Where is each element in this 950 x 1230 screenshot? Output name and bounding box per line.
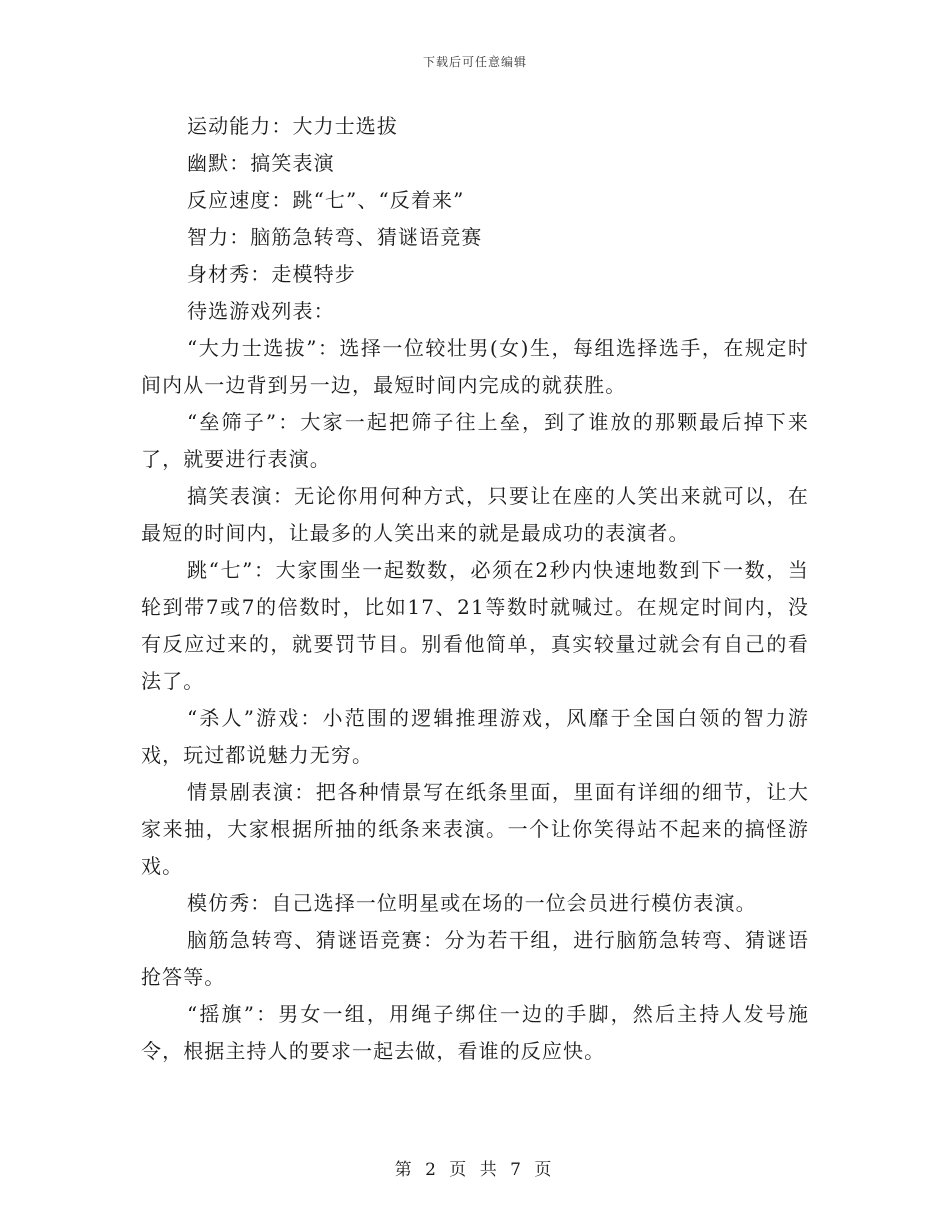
page-header: 下载后可任意编辑 xyxy=(422,55,527,69)
page-number-footer: 第 2 页 共 7 页 xyxy=(394,1160,556,1180)
paragraph-brain-teasers: 脑筋急转弯、猜谜语竞赛：分为若干组，进行脑筋急转弯、猜谜语抢答等。 xyxy=(141,928,809,989)
paragraph-strongman-selection: “大力士选拔”：选择一位较壮男(女)生，每组选择选手，在规定时间内从一边背到另一边，最短时间内完成的就获胜。 xyxy=(141,336,809,397)
paragraph-skit-performance: 情景剧表演：把各种情景写在纸条里面，里面有详细的细节，让大家来抽，大家根据所抽的纸条来表演。一个让你笑得站不起来的搞怪游戏。 xyxy=(141,780,809,878)
paragraph-humor: 幽默：搞笑表演 xyxy=(187,151,335,175)
paragraph-figure-show: 身材秀：走模特步 xyxy=(187,262,356,286)
paragraph-flag-waving: “摇旗”：男女一组，用绳子绑住一边的手脚，然后主持人发号施令，根据主持人的要求一起去做，看谁的反应快。 xyxy=(141,1002,809,1063)
paragraph-sports-ability: 运动能力：大力士选拔 xyxy=(187,114,398,138)
paragraph-intelligence: 智力：脑筋急转弯、猜谜语竞赛 xyxy=(187,225,483,249)
paragraph-stacking-dice: “垒筛子”：大家一起把筛子往上垒，到了谁放的那颗最后掉下来了，就要进行表演。 xyxy=(141,410,809,471)
paragraph-killer-game: “杀人”游戏：小范围的逻辑推理游戏，风靡于全国白领的智力游戏，玩过都说魅力无穷。 xyxy=(141,706,809,767)
paragraph-skip-seven: 跳“七”：大家围坐一起数数，必须在2秒内快速地数到下一数，当轮到带7或7的倍数时，比如17、21等数时就喊过。在规定时间内，没有反应过来的，就要罚节目。别看他简单，真实较量过就会有自己的看法了。 xyxy=(141,558,809,693)
paragraph-game-list-heading: 待选游戏列表： xyxy=(187,299,335,323)
paragraph-imitation-show: 模仿秀：自己选择一位明星或在场的一位会员进行模仿表演。 xyxy=(187,891,757,915)
paragraph-comedy-performance: 搞笑表演：无论你用何种方式，只要让在座的人笑出来就可以，在最短的时间内，让最多的人笑出来的就是最成功的表演者。 xyxy=(141,484,809,545)
paragraph-reaction-speed: 反应速度：跳“七”、“反着来” xyxy=(187,188,465,212)
document-body xyxy=(141,108,809,1070)
